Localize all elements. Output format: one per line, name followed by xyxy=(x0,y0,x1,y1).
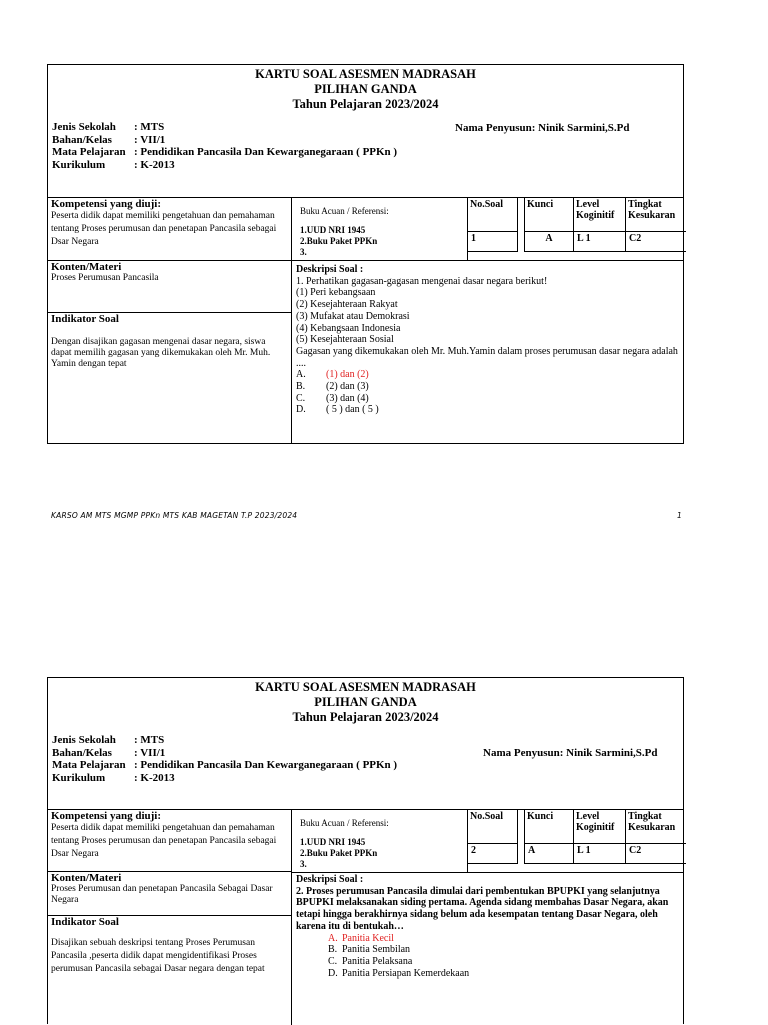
table-value: C2 xyxy=(626,844,686,864)
reference-books xyxy=(300,818,389,870)
card-title: KARTU SOAL ASESMEN MADRASAH xyxy=(255,67,476,81)
indikator-text: Disajikan sebuah deskripsi tentang Proses Perumusan Pancasila ,peserta didik dapat mengidentifikasi Proses perumusan Pancasila sebagai Dasar negara dengan tepat xyxy=(51,938,265,974)
question-line: (1) Peri kebangsaan xyxy=(296,287,376,299)
question-line: (2) Kesejahteraan Rakyat xyxy=(296,299,398,311)
option-letter: C. xyxy=(296,392,306,404)
description-title: Deskripsi Soal : xyxy=(296,874,364,885)
reference-books xyxy=(300,206,389,258)
card-titles xyxy=(48,65,683,112)
kompetensi-title: Kompetensi yang diuji: xyxy=(51,198,162,210)
konten-title: Konten/Materi xyxy=(51,261,122,273)
card-header xyxy=(48,678,683,810)
meta-value: : VII/1 xyxy=(134,133,166,146)
question-line: (5) Kesejahteraan Sosial xyxy=(296,334,394,346)
option-letter: B. xyxy=(296,381,306,393)
meta-key: Jenis Sekolah xyxy=(52,734,116,746)
meta-key: Bahan/Kelas xyxy=(52,746,112,759)
option-text: Panitia Persiapan Kemerdekaan xyxy=(342,967,470,979)
reference-item: 2.Buku Paket PPKn xyxy=(300,236,378,246)
table-header: Kunci xyxy=(524,198,574,232)
meta-value: : Pendidikan Pancasila Dan Kewarganegaraan ( PPKn ) xyxy=(134,759,398,771)
reference-item: 3. xyxy=(300,859,307,869)
left-column xyxy=(48,810,292,1025)
reference-item: 1.UUD NRI 1945 xyxy=(300,225,366,235)
author-name: Nama Penyusun: Ninik Sarmini,S.Pd xyxy=(483,747,658,759)
option-a xyxy=(296,369,679,381)
page-number: 1 xyxy=(677,511,682,520)
option-letter: A. xyxy=(296,369,306,381)
right-column xyxy=(292,198,683,444)
option-c xyxy=(328,956,679,968)
question-card-1 xyxy=(47,64,684,444)
option-d xyxy=(328,968,679,980)
card-subtitle: PILIHAN GANDA xyxy=(314,82,417,96)
question-line: 2. Proses perumusan Pancasila dimulai dari pembentukan BPUPKI yang selanjutnya BPUPKI melaksanakan siding pertama. Agenda sidang membahas Dasar Negara, akan tetapi hingga berakhirnya sidang belum ada kesempatan tentang Dasar Negara, oleh karena itu di bentukah… xyxy=(296,885,669,932)
table-value: 2 xyxy=(468,844,518,864)
table-header: No.Soal xyxy=(468,810,518,844)
question-description xyxy=(296,874,679,979)
left-column xyxy=(48,198,292,444)
reference-item: 3. xyxy=(300,247,307,257)
kompetensi-text: Peserta didik dapat memiliki pengetahuan dan pemahaman tentang Proses perumusan dan penetapan Pancasila sebagai Dsar Negara xyxy=(51,823,277,859)
option-letter: B. xyxy=(328,944,338,956)
reference-item: 2.Buku Paket PPKn xyxy=(300,848,378,858)
meta-key: Bahan/Kelas xyxy=(52,133,112,146)
card-body xyxy=(48,198,683,444)
meta-key: Jenis Sekolah xyxy=(52,121,116,133)
option-text: Panitia Sembilan xyxy=(342,944,411,956)
kompetensi-section xyxy=(48,810,291,872)
table-header: Tingkat Kesukaran xyxy=(626,810,686,844)
option-a xyxy=(328,933,679,945)
card-header xyxy=(48,65,683,198)
table-header: Kunci xyxy=(524,810,574,844)
options-list xyxy=(296,933,679,980)
card-title: KARTU SOAL ASESMEN MADRASAH xyxy=(255,680,476,694)
meta-value: : VII/1 xyxy=(134,746,166,759)
meta-value: : Pendidikan Pancasila Dan Kewarganegaraan ( PPKn ) xyxy=(134,146,398,158)
option-text: (1) dan (2) xyxy=(326,369,369,381)
meta-key: Kurikulum xyxy=(52,771,106,784)
card-year: Tahun Pelajaran 2023/2024 xyxy=(292,97,439,111)
meta-key: Mata Pelajaran xyxy=(52,146,126,158)
card-body xyxy=(48,810,683,1025)
meta-key: Mata Pelajaran xyxy=(52,759,126,771)
reference-label: Buku Acuan / Referensi: xyxy=(300,818,389,828)
card-meta xyxy=(52,734,397,784)
meta-value: : MTS xyxy=(134,734,165,746)
indikator-section xyxy=(48,916,291,976)
table-value: A xyxy=(524,844,574,864)
info-table xyxy=(467,198,686,260)
option-b xyxy=(296,381,679,393)
indikator-section xyxy=(48,313,291,370)
reference-row xyxy=(292,810,683,873)
reference-item: 1.UUD NRI 1945 xyxy=(300,837,366,847)
table-value: L 1 xyxy=(574,232,626,252)
option-letter: D. xyxy=(328,967,338,979)
card-subtitle: PILIHAN GANDA xyxy=(314,695,417,709)
footer-text: KARSO AM MTS MGMP PPKn MTS KAB MAGETAN T.P 2023/2024 xyxy=(51,511,298,520)
table-header: Tingkat Kesukaran xyxy=(626,198,686,232)
question-line: (3) Mufakat atau Demokrasi xyxy=(296,310,410,322)
option-text: Panitia Pelaksana xyxy=(342,955,413,967)
konten-section xyxy=(48,261,291,313)
table-header: No.Soal xyxy=(468,198,518,232)
option-b xyxy=(328,944,679,956)
option-letter: A. xyxy=(328,932,338,944)
author-name: Nama Penyusun: Ninik Sarmini,S.Pd xyxy=(455,122,630,134)
konten-text: Proses Perumusan Pancasila xyxy=(51,273,159,283)
konten-title: Konten/Materi xyxy=(51,872,122,884)
card-meta xyxy=(52,121,397,171)
table-value: 1 xyxy=(468,232,518,252)
description-title: Deskripsi Soal : xyxy=(296,264,364,275)
meta-key: Kurikulum xyxy=(52,158,106,171)
card-titles xyxy=(48,678,683,725)
card-year: Tahun Pelajaran 2023/2024 xyxy=(292,710,439,724)
meta-value: : K-2013 xyxy=(134,771,175,784)
indikator-text: Dengan disajikan gagasan mengenai dasar negara, siswa dapat memilih gagasan yang dikemukakan oleh Mr. Muh. Yamin dengan tepat xyxy=(51,337,271,369)
meta-value: : K-2013 xyxy=(134,158,175,171)
option-c xyxy=(296,393,679,405)
option-d xyxy=(296,404,679,416)
konten-section xyxy=(48,872,291,916)
page-footer xyxy=(51,511,682,520)
konten-text: Proses Perumusan dan penetapan Pancasila Sebagai Dasar Negara xyxy=(51,884,273,905)
table-value: A xyxy=(524,232,574,252)
option-text: Panitia Kecil xyxy=(342,932,394,944)
table-value: C2 xyxy=(626,232,686,252)
kompetensi-title: Kompetensi yang diuji: xyxy=(51,810,162,822)
reference-row xyxy=(292,198,683,261)
indikator-title: Indikator Soal xyxy=(51,313,119,325)
table-header: Level Koginitif xyxy=(574,198,626,232)
kompetensi-section xyxy=(48,198,291,261)
info-table xyxy=(467,810,686,872)
meta-value: : MTS xyxy=(134,121,165,133)
kompetensi-text: Peserta didik dapat memiliki pengetahuan dan pemahaman tentang Proses perumusan dan penetapan Pancasila sebagai Dsar Negara xyxy=(51,211,277,247)
question-line: Gagasan yang dikemukakan oleh Mr. Muh.Yamin dalam proses perumusan dasar negara adalah .... xyxy=(296,345,678,369)
option-text: (3) dan (4) xyxy=(326,392,369,404)
option-text: ( 5 ) dan ( 5 ) xyxy=(326,404,379,416)
right-column xyxy=(292,810,683,1025)
option-letter: C. xyxy=(328,955,338,967)
reference-label: Buku Acuan / Referensi: xyxy=(300,206,389,216)
table-value: L 1 xyxy=(574,844,626,864)
question-line: (4) Kebangsaan Indonesia xyxy=(296,322,401,334)
question-card-2 xyxy=(47,677,684,1024)
option-letter: D. xyxy=(296,404,306,416)
question-description xyxy=(296,264,679,416)
option-text: (2) dan (3) xyxy=(326,381,369,393)
table-header: Level Koginitif xyxy=(574,810,626,844)
indikator-title: Indikator Soal xyxy=(51,916,119,928)
question-line: 1. Perhatikan gagasan-gagasan mengenai dasar negara berikut! xyxy=(296,275,548,287)
